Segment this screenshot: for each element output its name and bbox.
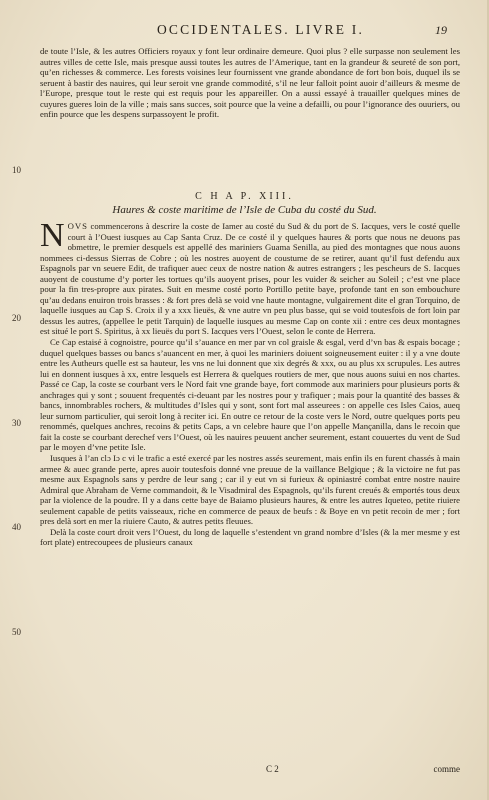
paragraph-3: Iusques à l’an clɔ Iɔ c vi le trafic a esté exercé par les nostres assés seurement, mais enfin ils en furent chassés à main armee & auec grande perte, apres auoir toutesfois donné vne preuue de la vaillance Belgique ; & la victoire ne fut pas mesme aux Espagnols sans y perdre de leur sang ; car il y eut vn si furieux & opiniastré combat entre nostre nauire Admiral que Abraham de Verne commandoit, & le Visadmiral des Espagnols, qu’ils furent creués & emportés tous deux par la violence de la poudre. Il y a dans cette baye de Baiamo plusieurs haures, & entre les autres Iqueteo, petite riuiere seulement capable de petits vaisseaux, riche en commerce de peaux de beufs : & Boye en vn petit recoin de mer ; fort pres delà sort en mer la riuiere Cauto, & autres petits fleuues. [40,453,460,527]
line-number-40: 40 [12,522,21,532]
chapter-body [40,217,460,548]
paragraph-1 [40,217,460,337]
lead-word: OVS [67,221,88,231]
chapter-label: C H A P. XIII. [195,191,294,202]
paragraph-4: Delà la coste court droit vers l’Ouest, du long de laquelle s’estendent vn grand nombre d’Isles (& la mer mesme y est fort plate) entrecoupees de plusieurs canaux [40,526,460,548]
signature-mark: C 2 [266,764,279,774]
running-title: OCCIDENTALES. LIVRE I. [156,22,365,37]
top-paragraph: de toute l’Isle, & les autres Officiers royaux y font leur ordinaire demeure. Quoi plus ? elle surpasse non seulement les autres villes de cette Isle, mais presque aussi toutes les autres de l’Amerique, tant en la grandeur & seureté de son port, qu’en richesses & commerce. Les forests voisines leur fournissent vne grande abondance de fort bon bois, duquel ils se seruent à bastir des nauires, qui leur seroit vne grande commodité, s’il ne leur falloit point auoir d’ailleurs & mesme de l’Europe, presque tout le reste qui est requis pour les appareiller. On a aussi essayé à trauailler quelques mines de cuyures gueres loin de la ville ; mais sans succes, soit pource que la veine a defailli, ou pour l’ignorance des ouuriers, ou enfin pource que les despens surpassoyent le profit. [40,46,460,120]
catchword: comme [433,764,460,774]
page-footer [40,764,460,776]
line-number-50: 50 [12,627,21,637]
chapter-title: Haures & coste maritime de l’Isle de Cuba du costé du Sud. [112,204,377,216]
page-number: 19 [435,23,447,37]
line-number-30: 30 [12,418,21,428]
running-head [86,22,447,38]
paragraph-2: Ce Cap estaisé à cognoistre, pource qu’il s’auance en mer par vn col graisle & esgal, verd d’vn bas & espais bocage ; duquel quelques basses ou bancs s’auancent en mer, à quoi les mariniers doiuent soigneusement euiter : il y a vne doute entre les Autheurs quelle est sa hauteur, les vns ne lui donnent que xix degrés & xxx, ou au plus xx scrupules. Les autres lui en donnent iusques à xx, entre lesquels est Herrera & quelques routiers de mer, que nous auons suiui en nos chartes. Passé ce Cap, la coste se courbant vers le Nord fait vne grande baye, fort commode aux mariniers pour plusieurs ports & anchrages qui y sont ; souuent frequentés ci-deuant par les nostres pour y trafiquer ; mais pour la quantité des basses & bancs, innombrables rochers, & multitudes d’Isles qui y sont, sont fort mal asseurees : on appelle ces Isles Caios, aueq leur surnom particulier, qui seroit long à reciter ici. En outre ce retour de la coste vers le Nord, outre quelques ports peu renommés, quelques anchres, recoins & petits Caps, a vn celebre haure que l’on appelle Mançanilla, dans le recoin que fait la coste se courbant derechef vers l’Ouest, où les nauires peuuent ancher seurement, estant couuertes du vent de Sud par le moyen d’vne petite Isle. [40,337,460,453]
line-number-20: 20 [12,313,21,323]
line-number-10: 10 [12,165,21,175]
top-paragraph-block [40,46,460,120]
drop-cap: N [40,217,65,254]
paragraph-1-text: commencerons à descrire la coste de Iamer au costé du Sud & du port de S. Iacques, vers le costé quelle court à l’Ouest iusques au Cap Santa Cruz. De ce costé il y quelques haures & ports que nous ne deuons pas obmettre, le premier desquels est appellé des mariniers Guama Senilla, au pied des montagnes que nous auons nommees ci-dessus Sierras de Cobre ; où les nostres auoyent de coustume de se retirer, auant qu’il fust defendu aux Espagnols par vn seuere Edit, de trafiquer auec ceux de nostre nation & autres estrangers ; les pescheurs de S. Iacques auoyent de coustume d’y porter les tortues qu’ils auoyent prises, pour les vuider & seicher au Soleil ; c’est vne place pour la fin tres-propre aux pirates. Suit en mesme costé porto Portillo petite baye, profonde tant en son embouchure qu’au dedans enuiron trois brasses : & fort pres delà se void vne haute montagne, vulgairement dite el gran Torquino, de laquelle iusques au Cap S. Croix il y a xxx lieuës, & vne autre vn peu plus basse, qui se void toutesfois de fort loin par dessus les autres, (appellee le petit Tarquin) de laquelle iusques au mesme Cap on conte xii : entre ces deux montagnes est situé le port S. Spiritus, à xx lieuës du port S. Iacques vers l’Ouest, selon le conte de Herrera. [40,221,460,337]
